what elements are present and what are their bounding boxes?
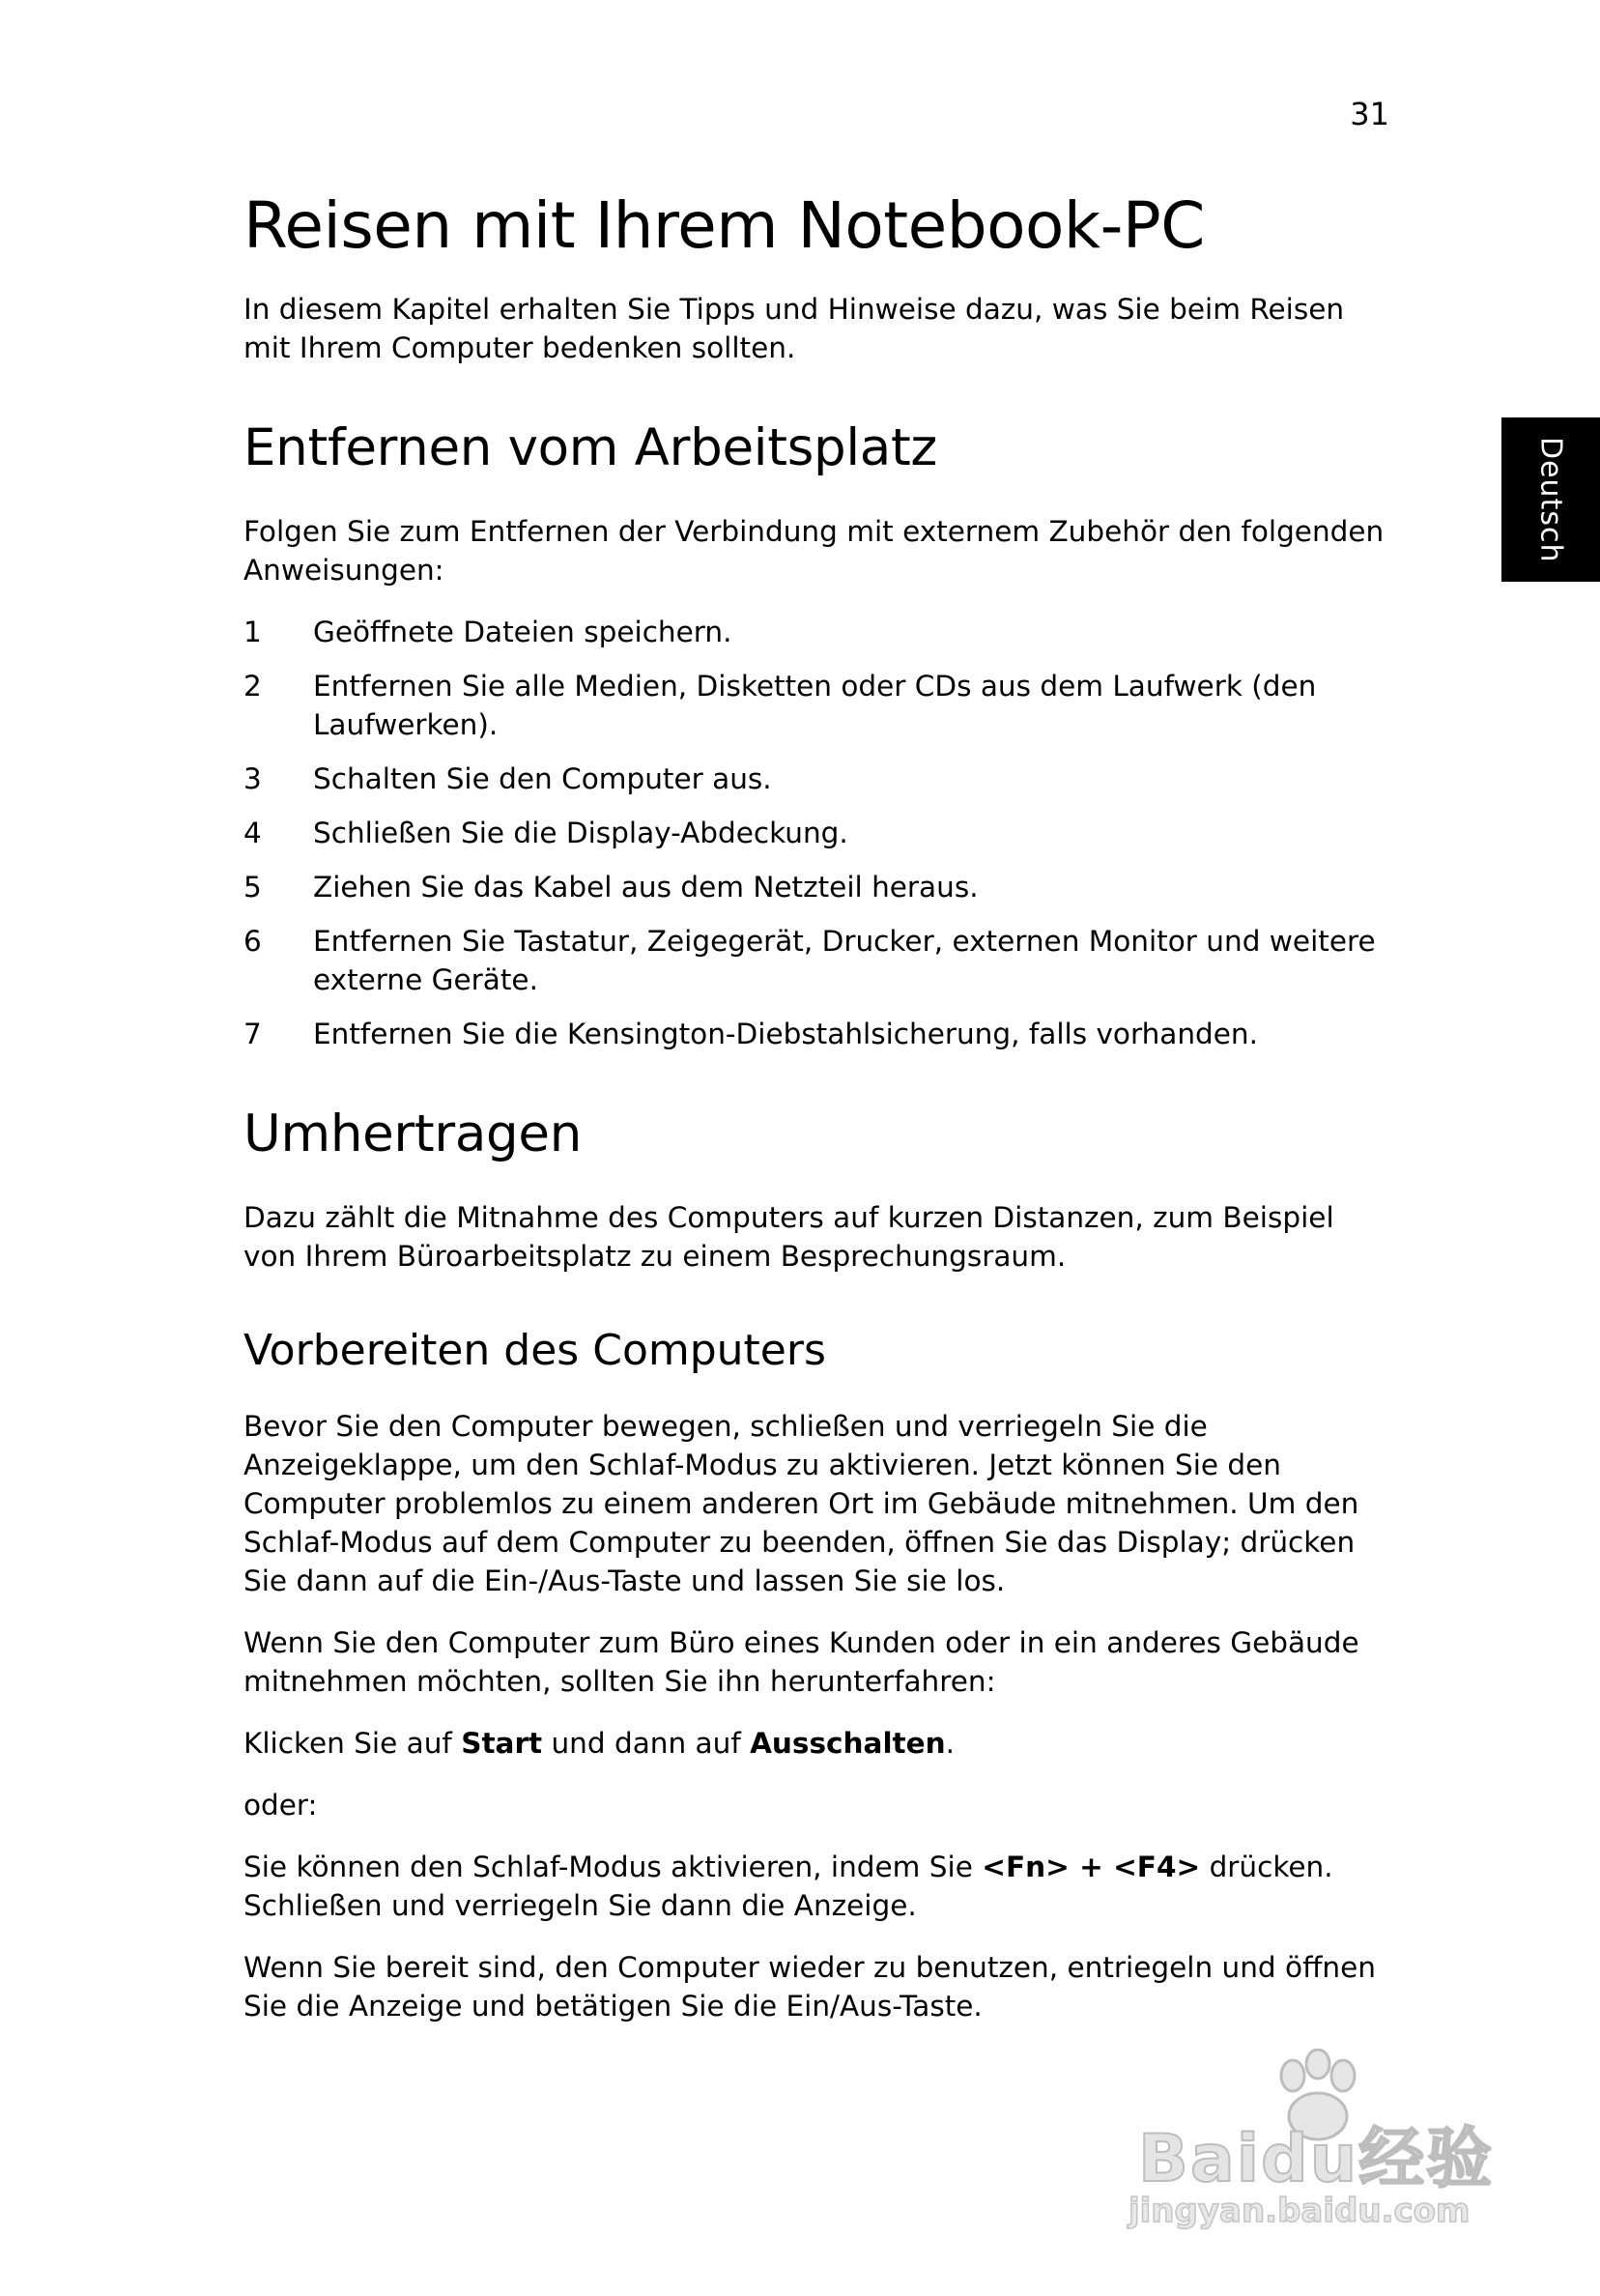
step-number: 3 <box>243 762 262 795</box>
step-number: 1 <box>243 616 262 648</box>
step-number: 7 <box>243 1018 262 1050</box>
text-segment: drücken. Schließen und verriegeln Sie dann die Anzeige. <box>243 1851 1333 1922</box>
steps-list <box>243 613 1388 1053</box>
step-number: 5 <box>243 871 262 904</box>
paragraph-shutdown-note: Wenn Sie den Computer zum Büro eines Kunden oder in ein anderes Gebäude mitnehmen möchten, sollten Sie ihn herunterfahren: <box>243 1626 1359 1698</box>
paragraph-resume: Wenn Sie bereit sind, den Computer wieder zu benutzen, entriegeln und öffnen Sie die Anzeige und betätigen Sie die Ein/Aus-Taste. <box>243 1951 1376 2023</box>
page-number: 31 <box>1350 96 1389 132</box>
intro-paragraph: In diesem Kapitel erhalten Sie Tipps und Hinweise dazu, was Sie beim Reisen mit Ihrem Computer bedenken sollten. <box>243 293 1345 364</box>
step-text: Schalten Sie den Computer aus. <box>313 762 772 795</box>
paragraph-prepare: Bevor Sie den Computer bewegen, schließen und verriegeln Sie die Anzeigeklappe, um den Schlaf-Modus zu aktivieren. Jetzt können Sie den Computer problemlos zu einem anderen Ort im Gebäude mitnehmen. Um den Schlaf-Modus auf dem Computer zu beenden, öffnen Sie das Display; drücken Sie dann auf die Ein-/Aus-Taste und lassen Sie sie los. <box>243 1410 1359 1597</box>
language-tab-label: Deutsch <box>1533 436 1568 563</box>
step-number: 2 <box>243 670 262 703</box>
bold-ausschalten: Ausschalten <box>750 1727 946 1760</box>
list-item <box>243 667 1388 744</box>
list-item <box>243 613 1388 651</box>
bold-start: Start <box>461 1727 543 1760</box>
step-text: Ziehen Sie das Kabel aus dem Netzteil heraus. <box>313 871 979 904</box>
text-segment: und dann auf <box>542 1727 751 1760</box>
step-number: 4 <box>243 817 262 849</box>
watermark <box>1119 2049 1525 2242</box>
text-segment: . <box>945 1727 956 1760</box>
section-heading-umhertragen: Umhertragen <box>243 1105 582 1163</box>
step-text: Entfernen Sie Tastatur, Zeigegerät, Drucker, externen Monitor und weitere externe Geräte. <box>313 925 1376 996</box>
paragraph-sleep-shortcut <box>243 1848 1388 1925</box>
text-segment: Sie können den Schlaf-Modus aktivieren, indem Sie <box>243 1851 983 1883</box>
section-heading-entfernen: Entfernen vom Arbeitsplatz <box>243 418 937 477</box>
language-tab <box>1501 417 1600 582</box>
list-item <box>243 868 1388 906</box>
watermark-url: jingyan.baidu.com <box>1129 2192 1471 2230</box>
step-text: Geöffnete Dateien speichern. <box>313 616 732 648</box>
list-item <box>243 922 1388 999</box>
text-segment: Klicken Sie auf <box>243 1727 462 1760</box>
watermark-brand: Baidu经验 <box>1138 2121 1495 2197</box>
step-number: 6 <box>243 925 262 958</box>
page-title: Reisen mit Ihrem Notebook-PC <box>243 188 1205 263</box>
list-item <box>243 1015 1388 1053</box>
list-item <box>243 814 1388 852</box>
step-text: Entfernen Sie alle Medien, Disketten oder CDs aus dem Laufwerk (den Laufwerken). <box>313 670 1317 741</box>
bold-shortcut: <Fn> + <F4> <box>982 1851 1201 1883</box>
paragraph-click-start <box>243 1724 1388 1763</box>
step-text: Schließen Sie die Display-Abdeckung. <box>313 817 848 849</box>
list-item <box>243 760 1388 798</box>
paragraph-oder: oder: <box>243 1789 318 1822</box>
section-paragraph: Dazu zählt die Mitnahme des Computers auf kurzen Distanzen, zum Beispiel von Ihrem Büroarbeitsplatz zu einem Besprechungsraum. <box>243 1201 1334 1273</box>
step-text: Entfernen Sie die Kensington-Diebstahlsicherung, falls vorhanden. <box>313 1018 1258 1050</box>
subsection-heading: Vorbereiten des Computers <box>243 1326 826 1375</box>
section-intro-paragraph: Folgen Sie zum Entfernen der Verbindung mit externem Zubehör den folgenden Anweisungen: <box>243 515 1385 587</box>
document-body <box>243 184 1388 2049</box>
